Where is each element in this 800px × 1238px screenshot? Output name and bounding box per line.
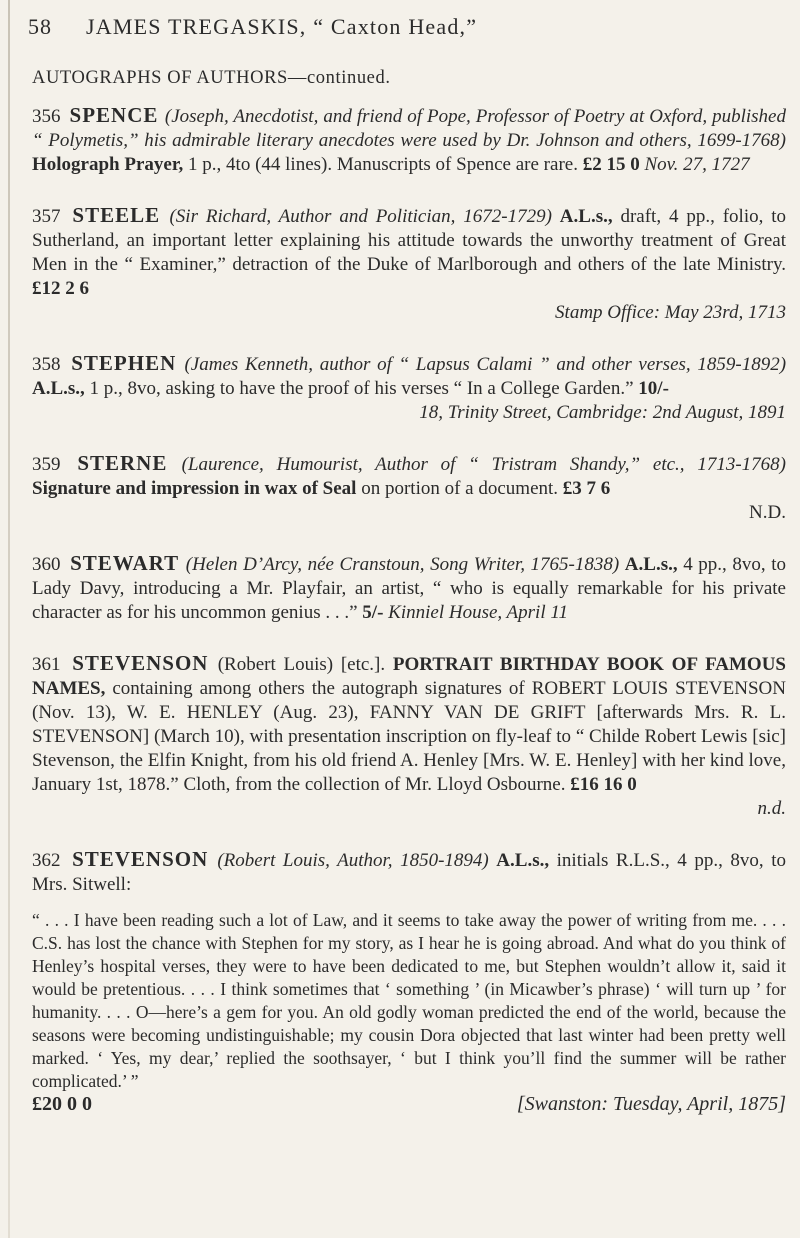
lot-entry [32, 847, 786, 897]
lot-name: STEVENSON [72, 651, 218, 675]
lot-name: STEWART [70, 551, 186, 575]
lot-item: Signature and impression in wax of Seal [32, 478, 362, 499]
lot-name: STEPHEN [71, 351, 185, 375]
lot-description: (Helen D’Arcy, née Cranstoun, Song Writer, 1765-1838) [185, 554, 625, 575]
lot-place: [Swanston: Tuesday, April, 1875] [516, 1093, 786, 1115]
lot-entry [32, 103, 786, 177]
lot-name: STERNE [77, 451, 182, 475]
page-edge-shadow [8, 0, 10, 1238]
letter-quotation: “ . . . I have been reading such a lot of Law, and it seems to take away the power of writing from me. . . . C.S. has lost the chance with Stephen for my story, as I hear he is going abroad. And what do you think of Henley’s hospital verses, they were to have been dedicated to me, but Stephen wouldn’t allow it, said it would be pretentious. . . . I think sometimes that ‘ something ’ (in Micawber’s phrase) ‘ will turn up ’ for humanity. . . . O—here’s a gem for you. An old godly woman predicted the end of the world, because the seasons were becoming undistinguishable; my cousin Dora objected that last winter had been pretty well marked. ‘ Yes, my dear,’ replied the soothsayer, ‘ but I think you’ll find the summer will be rather complicated.’ ” [32, 910, 786, 1091]
page-header [28, 14, 786, 40]
lot-place: n.d. [757, 798, 786, 819]
lot-place: Stamp Office: May 23rd, 1713 [555, 302, 786, 323]
lot-item-detail: 1 p., 8vo, asking to have the proof of his verses “ In a College Garden.” [89, 378, 639, 399]
lot-entry [32, 451, 786, 525]
lot-item-detail: containing among others the autograph signatures of ROBERT LOUIS STEVENSON (Nov. 13), W. E. HENLEY (Aug. 23), FANNY VAN DE GRIFT [afterwards Mrs. R. L. STEVENSON] (March 10), with presentation inscription on fly-leaf to “ Childe Robert Lewis [sic] Stevenson, the Elfin Knight, from his old friend A. Henley [Mrs. W. E. Henley] with her kind love, January 1st, 1878.” Cloth, from the collection of Mr. Lloyd Osbourne. [32, 678, 786, 795]
lot-entry [32, 351, 786, 425]
lot-item: Holograph Prayer, [32, 154, 189, 175]
lot-entry [32, 651, 786, 821]
lot-place: Kinniel House, April 11 [388, 602, 568, 623]
lot-number: 360 [32, 554, 67, 575]
lot-number: 356 [32, 106, 66, 127]
lot-name: SPENCE [69, 103, 165, 127]
lot-description: (James Kenneth, author of “ Lapsus Calami ” and other verses, 1859-1892) [184, 354, 787, 375]
lot-place: 18, Trinity Street, Cambridge: 2nd August, 1891 [419, 402, 786, 423]
lot-place: Nov. 27, 1727 [644, 154, 750, 175]
lot-number: 357 [32, 206, 69, 227]
lot-description: (Joseph, Anecdotist, and friend of Pope, Professor of Poetry at Oxford, published “ Polymetis,” his admirable literary anecdotes were used by Dr. Johnson and others, 1699-1768) [32, 106, 786, 151]
lot-item-detail: draft, 4 pp., folio, to Sutherland, an important letter explaining his attitude towards the unworthy treatment of Great Men in the “ Examiner,” detraction of the Duke of Marlborough and others of the late Ministry. [32, 206, 787, 275]
lot-item: A.L.s., [32, 378, 90, 399]
lot-place: N.D. [749, 502, 786, 523]
lot-price: £12 2 6 [32, 278, 89, 299]
lot-description: (Laurence, Humourist, Author of “ Tristram Shandy,” etc., 1713-1768) [181, 454, 787, 475]
lot-price: £20 0 0 [32, 1093, 92, 1115]
lot-price: £16 16 0 [570, 774, 637, 795]
lot-description: (Robert Louis, Author, 1850-1894) [217, 850, 497, 871]
lot-number: 362 [32, 850, 69, 871]
lot-item: A.L.s., [559, 206, 621, 227]
catalogue-page [28, 14, 786, 1116]
lot-item-detail: initials R.L.S., 4 pp., 8vo, to Mrs. Sitwell: [32, 850, 786, 895]
lot-price: 5/- [362, 602, 389, 623]
lot-item-detail: 4 pp., 8vo, to Lady Davy, introducing a Mr. Playfair, an artist, “ who is equally remarkable for his private character as for his uncommon genius . . .” [32, 554, 787, 623]
lot-item: A.L.s., [496, 850, 557, 871]
lot-item-detail: on portion of a document. [361, 478, 563, 499]
lot-number: 361 [32, 654, 69, 675]
lot-item: A.L.s., [624, 554, 684, 575]
lot-description: (Robert Louis) [etc.]. [217, 654, 393, 675]
lot-name: STEVENSON [72, 847, 218, 871]
lot-entry [32, 551, 786, 625]
lot-footer [32, 1093, 786, 1116]
lot-price: £2 15 0 [582, 154, 645, 175]
section-title: AUTOGRAPHS OF AUTHORS—continued. [32, 68, 391, 88]
lot-price: 10/- [638, 378, 669, 399]
lot-number: 359 [32, 454, 74, 475]
running-title: JAMES TREGASKIS, “ Caxton Head,” [86, 14, 478, 39]
lot-item: PORTRAIT BIRTHDAY BOOK OF FAMOUS NAMES, [32, 654, 787, 699]
lot-description: (Sir Richard, Author and Politician, 1672-1729) [169, 206, 560, 227]
page-number: 58 [28, 14, 52, 39]
lot-price: £3 7 6 [562, 478, 611, 499]
lot-name: STEELE [72, 203, 170, 227]
lot-number: 358 [32, 354, 68, 375]
lot-entry [32, 203, 786, 325]
lot-item-detail: 1 p., 4to (44 lines). Manuscripts of Spence are rare. [188, 154, 583, 175]
